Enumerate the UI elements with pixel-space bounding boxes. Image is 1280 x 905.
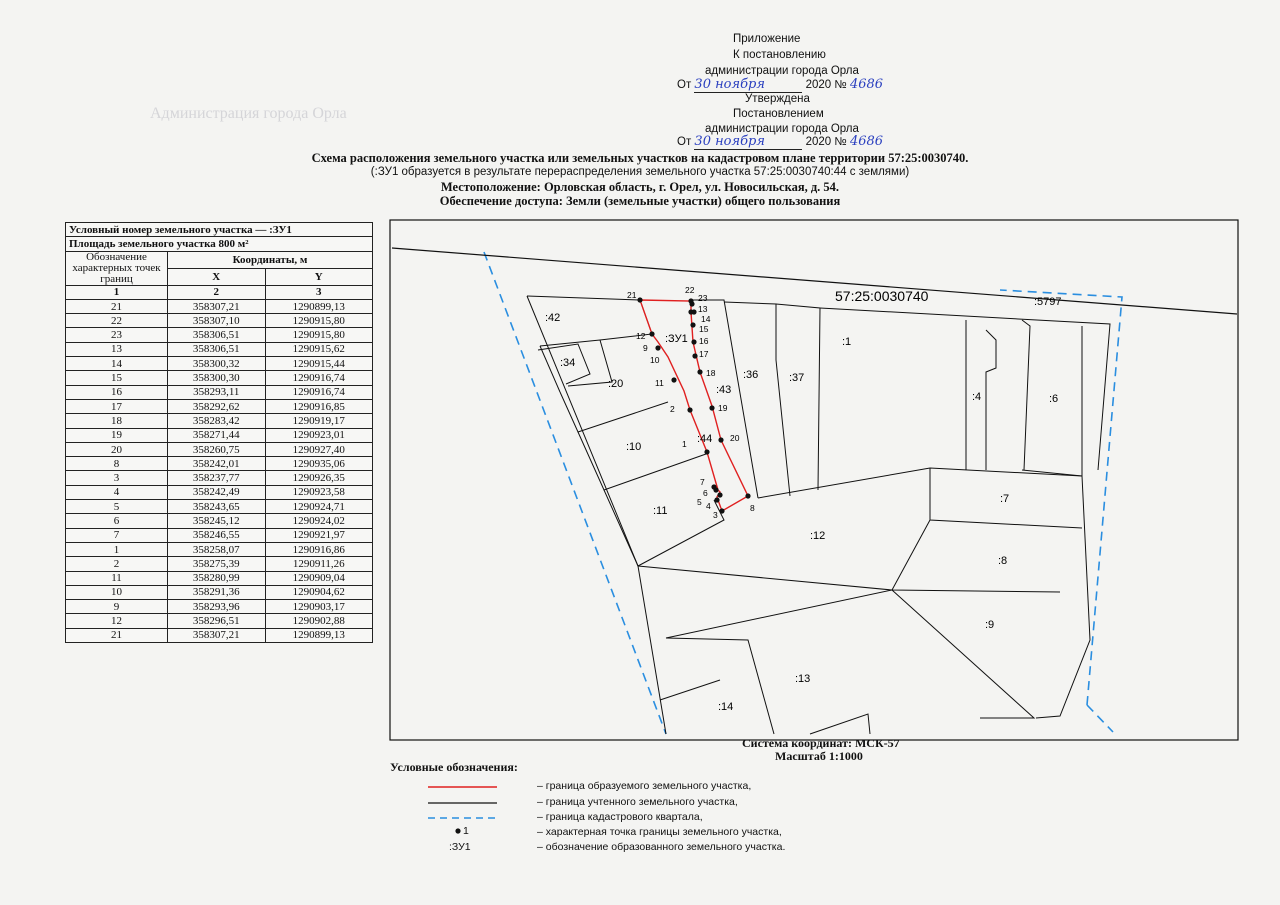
to-resolution-label: К постановлению [733,49,826,61]
year-number-label: 2020 № [805,79,847,91]
appendix-label: Приложение [733,33,801,45]
cell-point: 13 [66,342,168,356]
cell-y: 1290923,58 [265,485,373,499]
cell-y: 1290915,80 [265,314,373,328]
cell-x: 358300,32 [168,357,266,371]
point-label-8: 8 [750,503,755,513]
legend-zu-sample: :ЗУ1 [449,841,471,853]
cell-x: 358280,99 [168,571,266,585]
access-line: Обеспечение доступа: Земли (земельные участки) общего пользования [439,194,841,208]
legend-point-sample [455,828,460,833]
cell-y: 1290909,04 [265,571,373,585]
legend-title: Условные обозначения: [390,760,518,774]
col-y-header: Y [265,268,373,285]
parcel-label-8: :8 [998,555,1008,567]
cell-y: 1290927,40 [265,442,373,456]
cell-x: 358260,75 [168,442,266,456]
cell-point: 12 [66,614,168,628]
cell-point: 22 [66,314,168,328]
cell-y: 1290916,86 [265,542,373,556]
col-point-header: Обозначение характерных точек границ [66,251,168,285]
point-label-6: 6 [703,488,708,498]
document-subtitle: (:ЗУ1 образуется в результате перераспределения земельного участка 57:25:0030740:44 с землями) [370,166,910,178]
cell-x: 358307,10 [168,314,266,328]
legend-point-number: 1 [463,825,469,837]
parcel-label-43: :43 [716,384,732,396]
handwritten-number-2: 4686 [849,134,884,149]
point-label-20: 20 [730,433,740,443]
legend-item-new-boundary: – граница образуемого земельного участка, [537,780,752,792]
parcel-label-1: :1 [842,336,852,348]
cell-point: 3 [66,471,168,485]
point-label-2: 2 [670,404,675,414]
plot-number-label: Условный номер земельного участка — [69,223,267,236]
point-label-12: 12 [636,331,646,341]
cell-x: 358283,42 [168,414,266,428]
cell-x: 358307,21 [168,628,266,642]
cell-point: 20 [66,442,168,456]
cell-x: 358307,21 [168,299,266,313]
cell-point: 23 [66,328,168,342]
parcel-label-7: :7 [1000,493,1010,505]
cell-point: 14 [66,357,168,371]
point-label-1: 1 [682,439,687,449]
parcel-label-42: :42 [545,312,561,324]
cell-y: 1290916,85 [265,399,373,413]
parcel-label-13: :13 [795,673,811,685]
existing-parcels [527,296,1110,734]
cell-point: 8 [66,457,168,471]
point-label-23: 23 [698,293,708,303]
cell-point: 1 [66,542,168,556]
cell-point: 19 [66,428,168,442]
cell-y: 1290915,62 [265,342,373,356]
cell-point: 7 [66,528,168,542]
cell-point: 11 [66,571,168,585]
plan-frame [390,220,1238,740]
cell-point: 6 [66,514,168,528]
handwritten-date: 30 ноября [694,77,802,93]
cell-point: 2 [66,557,168,571]
area-value: 800 м² [218,237,249,250]
parcel-label-4: :4 [972,391,982,403]
cell-x: 358246,55 [168,528,266,542]
point-label-19: 19 [718,403,728,413]
cell-x: 358271,44 [168,428,266,442]
street-line [392,248,1237,314]
cell-y: 1290915,44 [265,357,373,371]
col-num-3: 3 [265,285,373,299]
handwritten-number: 4686 [849,77,884,92]
coordinate-system: Система координат: МСК-57 [742,736,900,750]
parcel-label-5797: :5797 [1034,296,1062,308]
parcel-label-34: :34 [560,357,576,369]
cell-x: 358245,12 [168,514,266,528]
cell-y: 1290916,74 [265,385,373,399]
quarter-label: 57:25:0030740 [835,288,929,304]
characteristic-points [637,297,750,513]
cell-y: 1290903,17 [265,600,373,614]
scale-label: Масштаб 1:1000 [775,749,863,763]
from-label-2: От [677,136,692,148]
parcel-label-11: :11 [653,505,668,517]
cell-y: 1290923,01 [265,428,373,442]
legend-item-point: – характерная точка границы земельного участка, [537,826,782,838]
cell-x: 358296,51 [168,614,266,628]
cell-point: 17 [66,399,168,413]
resolution-label: Постановлением [733,108,824,120]
parcel-label-20: :20 [608,378,624,390]
point-label-7: 7 [700,477,705,487]
cell-x: 358292,62 [168,399,266,413]
year-number-label-2: 2020 № [805,136,847,148]
point-label-21: 21 [627,290,637,300]
cell-point: 10 [66,585,168,599]
parcel-label-6: :6 [1049,393,1059,405]
from-label: От [677,79,692,91]
point-label-11: 11 [655,378,664,388]
cell-y: 1290924,02 [265,514,373,528]
col-x-header: X [168,268,266,285]
cell-x: 358293,96 [168,600,266,614]
point-label-15: 15 [699,324,709,334]
parcel-label-10: :10 [626,441,642,453]
cell-x: 358300,30 [168,371,266,385]
point-label-5: 5 [697,497,702,507]
point-label-9: 9 [643,343,648,353]
cell-y: 1290915,80 [265,328,373,342]
point-label-10: 10 [650,355,660,365]
cell-y: 1290926,35 [265,471,373,485]
cell-x: 358275,39 [168,557,266,571]
cell-x: 358293,11 [168,385,266,399]
point-label-3: 3 [713,510,718,520]
cell-x: 358242,01 [168,457,266,471]
cell-x: 358258,07 [168,542,266,556]
point-label-4: 4 [706,501,711,511]
legend-item-quarter-boundary: – граница кадастрового квартала, [537,811,703,823]
col-coords-header: Координаты, м [168,251,373,268]
cell-y: 1290899,13 [265,628,373,642]
cell-x: 358306,51 [168,342,266,356]
cell-y: 1290916,74 [265,371,373,385]
cell-y: 1290902,88 [265,614,373,628]
parcel-label-12: :12 [810,530,826,542]
cell-y: 1290924,71 [265,500,373,514]
point-label-17: 17 [699,349,709,359]
quarter-boundary-left [484,252,666,734]
cell-point: 16 [66,385,168,399]
point-label-16: 16 [699,336,709,346]
cell-x: 358291,36 [168,585,266,599]
parcel-label-44: :44 [697,433,713,445]
point-label-18: 18 [706,368,716,378]
quarter-boundary-bottom [1087,705,1113,732]
col-num-2: 2 [168,285,266,299]
legend-item-existing-boundary: – граница учтенного земельного участка, [537,796,738,808]
administration-label-2: администрации города Орла [705,123,859,135]
area-label: Площадь земельного участка [69,237,216,250]
col-num-1: 1 [66,285,168,299]
cell-point: 18 [66,414,168,428]
cell-y: 1290899,13 [265,299,373,313]
cell-y: 1290921,97 [265,528,373,542]
legend-item-zu-label: – обозначение образованного земельного участка. [537,841,786,853]
quarter-boundary-right [1000,290,1122,705]
cell-point: 9 [66,600,168,614]
bleed-through-text: Администрация города Орла [150,105,347,122]
administration-label: администрации города Орла [705,65,859,77]
plot-number-value: :ЗУ1 [269,223,292,236]
document-title: Схема расположения земельного участка или земельных участков на кадастровом плане территории 57:25:0030740. [311,151,969,165]
cell-y: 1290904,62 [265,585,373,599]
point-label-22: 22 [685,285,695,295]
cell-x: 358243,65 [168,500,266,514]
parcel-label-9: :9 [985,619,995,631]
parcel-label-14: :14 [718,701,734,713]
cell-point: 4 [66,485,168,499]
parcel-label-37: :37 [789,372,805,384]
cell-y: 1290911,26 [265,557,373,571]
cell-point: 21 [66,299,168,313]
point-label-14: 14 [701,314,711,324]
parcel-label-36: :36 [743,369,759,381]
cell-x: 358306,51 [168,328,266,342]
zu1-label: :ЗУ1 [665,333,688,345]
cell-y: 1290935,06 [265,457,373,471]
cell-x: 358242,49 [168,485,266,499]
cell-point: 5 [66,500,168,514]
approved-label: Утверждена [745,93,810,105]
cell-x: 358237,77 [168,471,266,485]
cell-point: 15 [66,371,168,385]
cell-point: 21 [66,628,168,642]
cell-y: 1290919,17 [265,414,373,428]
location-line: Местоположение: Орловская область, г. Орел, ул. Новосильская, д. 54. [440,180,840,194]
handwritten-date-2: 30 ноября [694,134,802,150]
point-label-13: 13 [698,304,708,314]
